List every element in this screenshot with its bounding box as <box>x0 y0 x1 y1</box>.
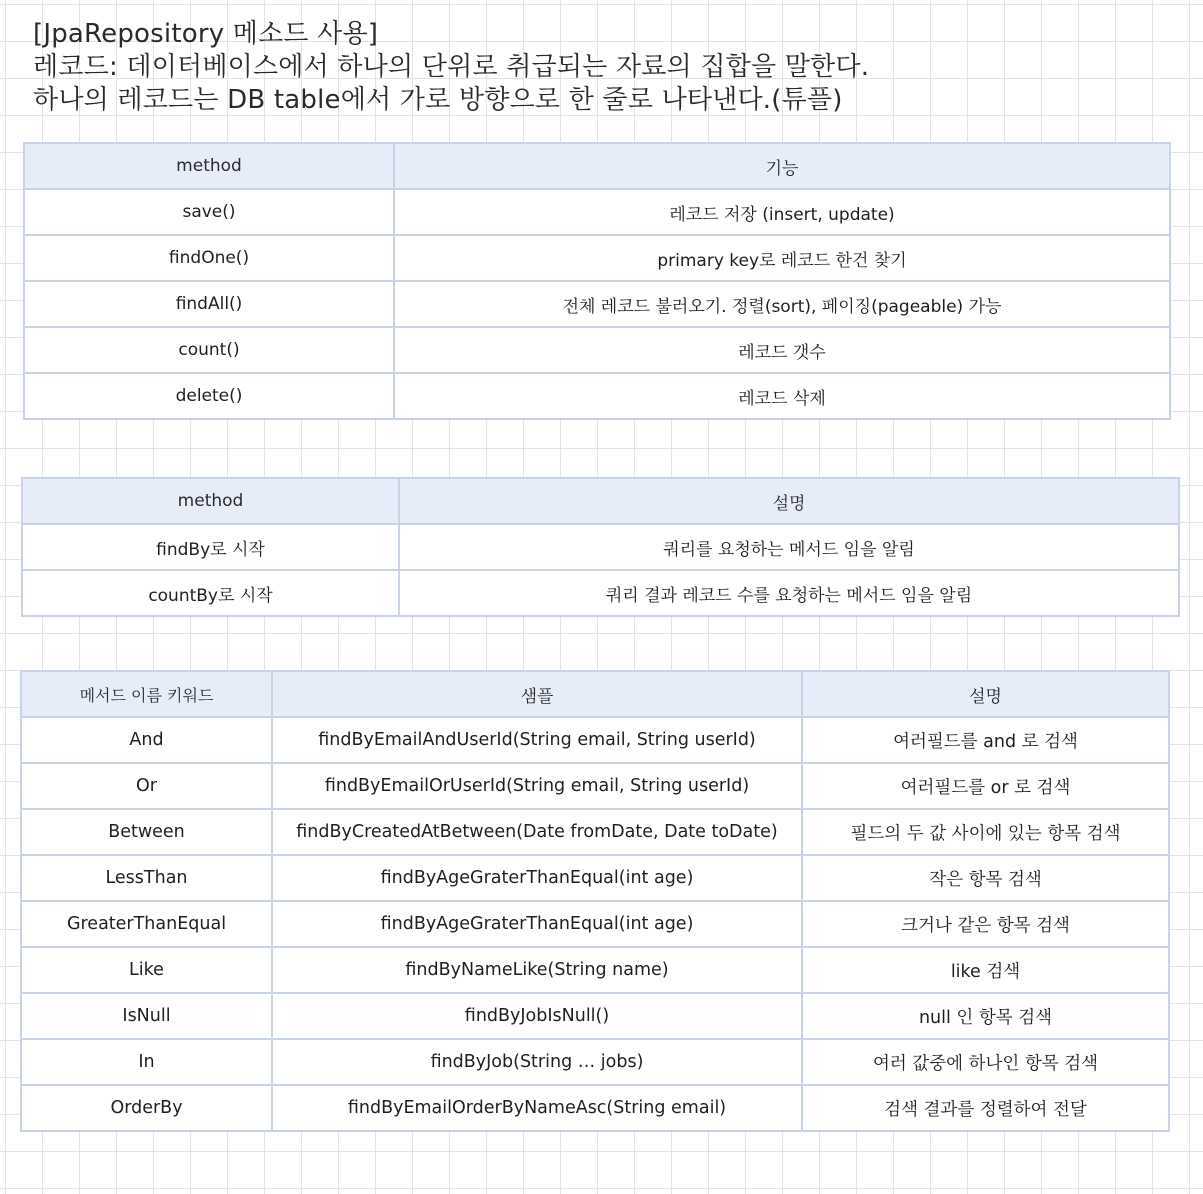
sample-cell: findByEmailAndUserId(String email, String userId) <box>272 717 802 763</box>
description-cell: 여러 값중에 하나인 항목 검색 <box>802 1039 1169 1085</box>
method-cell: save() <box>24 189 394 235</box>
description-cell: 필드의 두 값 사이에 있는 항목 검색 <box>802 809 1169 855</box>
table-row <box>24 281 1170 327</box>
description-cell: null 인 항목 검색 <box>802 993 1169 1039</box>
function-cell: 레코드 저장 (insert, update) <box>394 189 1170 235</box>
function-cell: primary key로 레코드 한건 찾기 <box>394 235 1170 281</box>
column-header-method: method <box>24 143 394 189</box>
column-header-function: 기능 <box>394 143 1170 189</box>
column-header-sample: 샘플 <box>272 671 802 717</box>
method-cell: findAll() <box>24 281 394 327</box>
keyword-cell: Like <box>21 947 272 993</box>
keyword-cell: IsNull <box>21 993 272 1039</box>
jpa-methods-table <box>23 142 1171 420</box>
description-cell: 쿼리를 요청하는 메서드 임을 알림 <box>399 524 1179 570</box>
sample-cell: findByCreatedAtBetween(Date fromDate, Date toDate) <box>272 809 802 855</box>
description-cell: like 검색 <box>802 947 1169 993</box>
description-cell: 여러필드를 or 로 검색 <box>802 763 1169 809</box>
table-row <box>21 947 1169 993</box>
sample-cell: findByAgeGraterThanEqual(int age) <box>272 855 802 901</box>
method-keyword-table <box>20 670 1170 1132</box>
intro-text <box>33 18 869 117</box>
description-cell: 여러필드를 and 로 검색 <box>802 717 1169 763</box>
sample-cell: findByEmailOrderByNameAsc(String email) <box>272 1085 802 1131</box>
query-prefix-table <box>21 477 1180 617</box>
table-row <box>22 524 1179 570</box>
table-row <box>21 717 1169 763</box>
method-cell: findBy로 시작 <box>22 524 399 570</box>
table-row <box>21 993 1169 1039</box>
column-header-description: 설명 <box>802 671 1169 717</box>
table-row <box>24 235 1170 281</box>
keyword-cell: GreaterThanEqual <box>21 901 272 947</box>
keyword-cell: LessThan <box>21 855 272 901</box>
keyword-cell: OrderBy <box>21 1085 272 1131</box>
intro-title: [JpaRepository 메소드 사용] <box>33 19 379 49</box>
table-header-row <box>22 478 1179 524</box>
table-row <box>22 570 1179 616</box>
method-cell: findOne() <box>24 235 394 281</box>
function-cell: 전체 레코드 불러오기. 정렬(sort), 페이징(pageable) 가능 <box>394 281 1170 327</box>
description-cell: 작은 항목 검색 <box>802 855 1169 901</box>
sample-cell: findByEmailOrUserId(String email, String userId) <box>272 763 802 809</box>
table-row <box>21 1085 1169 1131</box>
table-row <box>21 1039 1169 1085</box>
description-cell: 크거나 같은 항목 검색 <box>802 901 1169 947</box>
description-cell: 검색 결과를 정렬하여 전달 <box>802 1085 1169 1131</box>
method-cell: countBy로 시작 <box>22 570 399 616</box>
column-header-method: method <box>22 478 399 524</box>
keyword-cell: Between <box>21 809 272 855</box>
table-row <box>21 855 1169 901</box>
table-header-row <box>24 143 1170 189</box>
column-header-keyword: 메서드 이름 키워드 <box>21 671 272 717</box>
keyword-cell: And <box>21 717 272 763</box>
function-cell: 레코드 갯수 <box>394 327 1170 373</box>
table-header-row <box>21 671 1169 717</box>
column-header-description: 설명 <box>399 478 1179 524</box>
table-row <box>24 373 1170 419</box>
sample-cell: findByAgeGraterThanEqual(int age) <box>272 901 802 947</box>
method-cell: delete() <box>24 373 394 419</box>
method-cell: count() <box>24 327 394 373</box>
table-row <box>21 763 1169 809</box>
keyword-cell: Or <box>21 763 272 809</box>
table-row <box>24 327 1170 373</box>
intro-record-definition: 레코드: 데이터베이스에서 하나의 단위로 취급되는 자료의 집합을 말한다. <box>33 52 870 82</box>
table-row <box>21 809 1169 855</box>
keyword-cell: In <box>21 1039 272 1085</box>
table-row <box>21 901 1169 947</box>
intro-record-description: 하나의 레코드는 DB table에서 가로 방향으로 한 줄로 나타낸다.(튜플) <box>33 85 843 115</box>
function-cell: 레코드 삭제 <box>394 373 1170 419</box>
sample-cell: findByNameLike(String name) <box>272 947 802 993</box>
table-row <box>24 189 1170 235</box>
sample-cell: findByJobIsNull() <box>272 993 802 1039</box>
description-cell: 쿼리 결과 레코드 수를 요청하는 메서드 임을 알림 <box>399 570 1179 616</box>
sample-cell: findByJob(String … jobs) <box>272 1039 802 1085</box>
